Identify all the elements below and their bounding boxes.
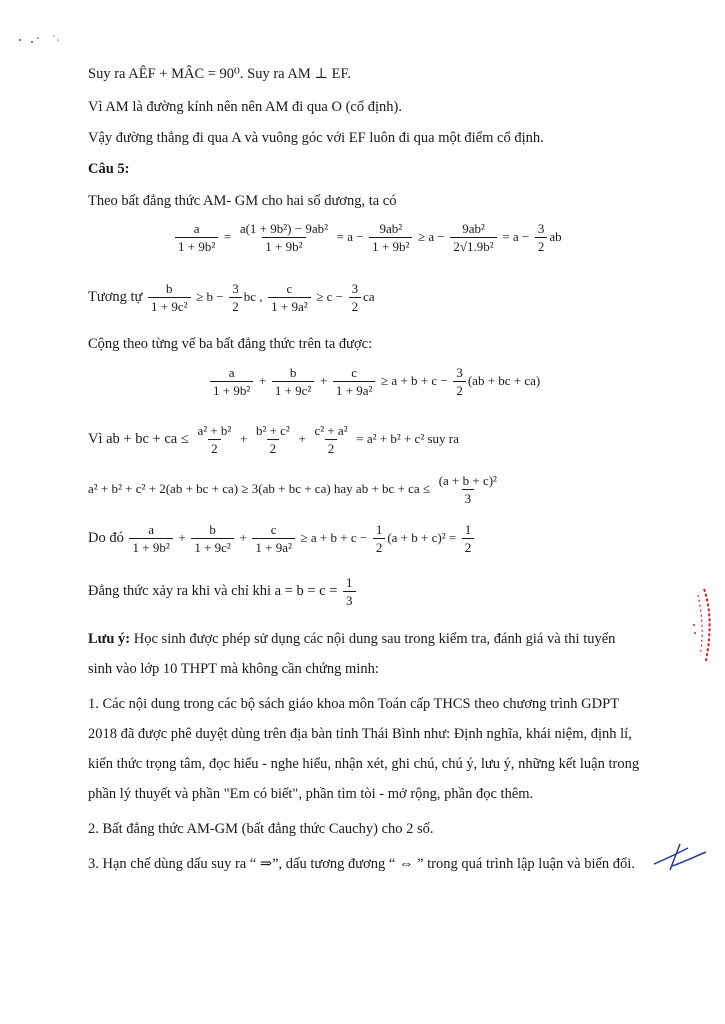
eq7-prefix: Đẳng thức xảy ra khi và chỉ khi a = b = c = [88,582,338,599]
eq6-frac2-num: b [209,522,216,537]
eq3-frac1-den: 1 + 9b² [210,381,253,397]
eq1-frac1-den: 1 + 9b² [175,237,218,253]
eq5-frac-num: (a + b + c)² [438,473,497,488]
eq3-frac2-num: b [289,365,297,380]
scan-speck-mark [14,30,64,50]
eq2-frac3-num: c [286,281,293,296]
eq3-plus2: + [319,372,328,388]
note-line-2: sinh vào lớp 10 THPT mà không cần chứng minh: [88,661,379,677]
eq4-frac1-den: 2 [208,439,221,455]
eq3-frac1-num: a [228,365,235,380]
equation-6 [88,523,476,554]
eq5-text: a² + b² + c² + 2(ab + bc + ca) ≥ 3(ab + bc + ca) hay ab + bc + ca ≤ [88,480,431,496]
eq3-mid: ≥ a + b + c − [381,372,448,388]
eq1-frac5-den: 2 [535,237,548,253]
note-item-1a: 1. Các nội dung trong các bộ sách giáo khoa môn Toán cấp THCS theo chương trình GDPT [88,696,620,712]
eq1-frac2-den: 1 + 9b² [262,237,305,253]
text-line-1: Suy ra AÊF + MÂC = 90⁰. Suy ra AM ⊥ EF. [88,66,352,82]
text-line-3: Vậy đường thẳng đi qua A và vuông góc với EF luôn đi qua một điểm cố định. [88,130,544,146]
eq1-mid1: = a − [336,228,364,244]
eq4-frac3-den: 2 [325,439,338,455]
equation-2 [88,282,375,313]
eq1-frac2-num: a(1 + 9b²) − 9ab² [239,221,328,236]
note-item-1d: phần lý thuyết và phần "Em có biết", phần tìm tòi - mở rộng, phần đọc thêm. [88,786,534,802]
eq6-frac2-den: 1 + 9c² [191,538,234,554]
eq1-mid2: ≥ a − [418,228,445,244]
eq1-frac3-num: 9ab² [379,221,403,236]
eq6-mid: ≥ a + b + c − [300,529,368,545]
eq2-frac1-den: 1 + 9c² [148,297,191,313]
eq2-frac2-num: 3 [232,281,239,296]
eq1-tail: ab [549,228,562,244]
eq1-op: = [223,228,232,244]
eq3-frac4-num: 3 [456,365,463,380]
eq6-plus2: + [239,529,247,545]
eq3-plus1: + [258,372,267,388]
eq4-frac2-num: b² + c² [255,423,290,438]
eq3-frac3-num: c [351,365,358,380]
eq6-prefix: Do đó [88,529,124,546]
eq3-tail: (ab + bc + ca) [467,372,541,388]
eq6-frac4-den: 2 [373,538,386,554]
eq4-frac1-num: a² + b² [197,423,232,438]
eq6-frac4-num: 1 [375,522,383,537]
eq1-frac4-den: 2√1.9b² [450,237,496,253]
eq3-frac3-den: 1 + 9a² [333,381,376,397]
note-item-2: 2. Bất đẳng thức AM-GM (bất đẳng thức Cauchy) cho 2 số. [88,821,434,837]
signature-mark [650,838,710,874]
eq2-frac1-num: b [166,281,173,296]
eq2-tail: ca [363,288,375,304]
text-line-2: Vì AM là đường kính nên nên AM đi qua O (cố định). [88,99,402,115]
equation-3 [208,366,540,397]
eq4-plus2: + [298,430,306,446]
eq1-frac3-den: 1 + 9b² [369,237,412,253]
eq2-frac2-den: 2 [229,297,242,313]
note-item-1b: 2018 đã được phê duyệt dùng trên địa bàn tỉnh Thái Bình như: Định nghĩa, khái niệm, định lí, [88,726,632,742]
note-item-1c: kiến thức trọng tâm, đọc hiểu - nghe hiểu, nhận xét, ghi chú, chú ý, lưu ý, những kết luận trong [88,756,640,772]
eq4-frac3-num: c² + a² [314,423,348,438]
equation-4 [88,424,459,455]
note-text-1: Học sinh được phép sử dụng các nội dung sau trong kiểm tra, đánh giá và thi tuyển [133,631,616,647]
eq6-frac1-num: a [148,522,154,537]
eq6-frac5-num: 1 [464,522,472,537]
question-5-heading: Câu 5: [88,161,130,177]
equation-5 [88,474,502,505]
eq3-frac4-den: 2 [453,381,466,397]
eq6-frac1-den: 1 + 9b² [129,538,172,554]
eq6-frac3-num: c [270,522,277,537]
text-line-8: Cộng theo từng vế ba bất đẳng thức trên ta được: [88,336,373,352]
note-item-3: 3. Hạn chế dùng dấu suy ra “ ⇒”, dấu tương đương “ ⇔ ” trong quá trình lập luận và biến đổi. [88,856,635,872]
eq4-tail: = a² + b² + c² suy ra [356,430,459,446]
eq2-frac4-num: 3 [351,281,359,296]
eq2-prefix: Tương tự [88,288,143,305]
eq2-mid1: ≥ b − [196,288,224,304]
eq3-frac2-den: 1 + 9c² [272,381,315,397]
eq1-mid3: = a − [502,228,530,244]
eq4-plus1: + [239,430,248,446]
eq6-frac3-den: 1 + 9a² [252,538,295,554]
eq1-frac4-num: 9ab² [462,221,485,236]
equation-7 [88,576,358,607]
equation-1 [173,222,562,253]
eq1-frac1-num: a [193,221,200,236]
red-stamp-mark [686,585,716,665]
eq6-frac5-den: 2 [462,538,475,554]
eq6-plus1: + [178,529,186,545]
eq7-frac-den: 3 [343,591,356,607]
eq6-mid2: (a + b + c)² = [387,529,457,545]
eq4-frac2-den: 2 [267,439,280,455]
eq2-frac3-den: 1 + 9a² [268,297,311,313]
eq2-frac4-den: 2 [349,297,362,313]
eq4-prefix: Vì ab + bc + ca ≤ [88,430,189,447]
text-line-4: Theo bất đẳng thức AM- GM cho hai số dương, ta có [88,193,397,209]
eq2-mid2: bc , [243,288,263,304]
eq1-frac5-num: 3 [537,221,545,236]
note-label: Lưu ý: [88,631,131,647]
eq5-frac-den: 3 [462,489,475,505]
eq7-frac-num: 1 [346,575,353,590]
eq2-mid3: ≥ c − [316,288,344,304]
note-line-1 [88,632,615,647]
